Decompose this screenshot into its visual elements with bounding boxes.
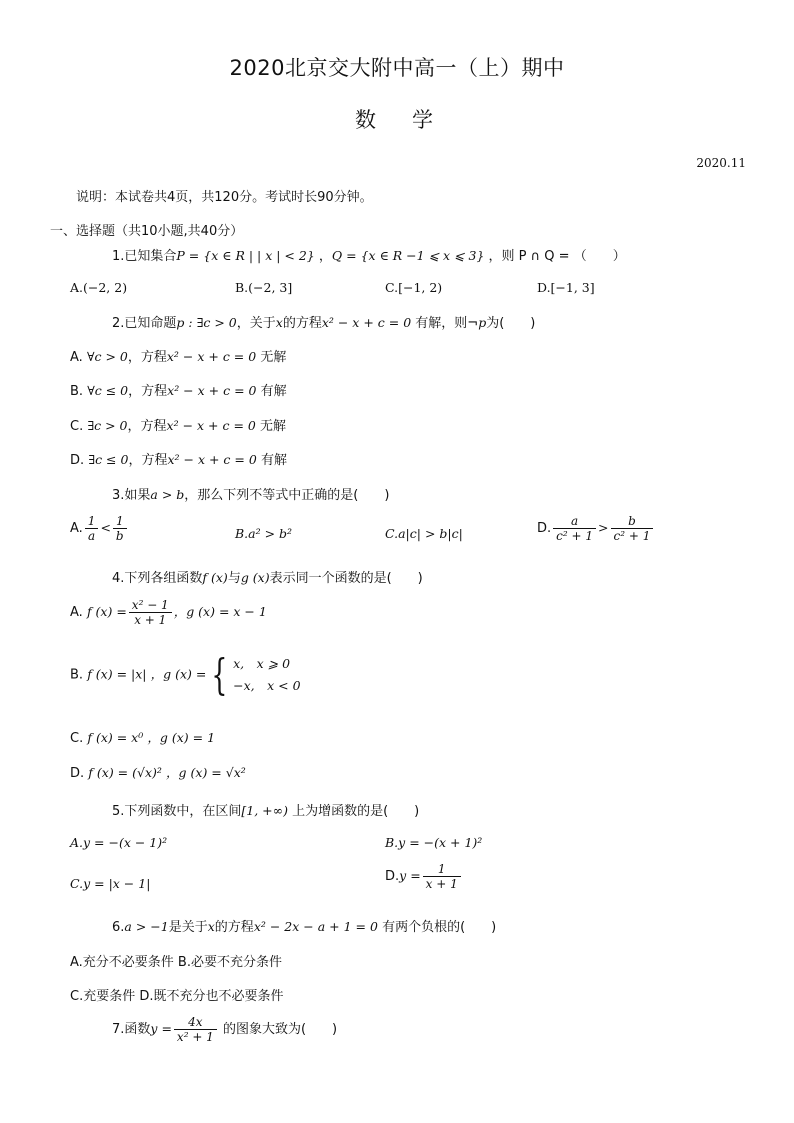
q2-option-c: C. ∃c > 0，方程x² − x + c = 0 无解 (70, 418, 287, 434)
q2-option-a: A. ∀c > 0，方程x² − x + c = 0 无解 (70, 349, 287, 365)
q1-option-d: D.[−1, 3] (537, 280, 595, 295)
q4-option-c: C. f (x) = x⁰ ，g (x) = 1 (70, 730, 216, 746)
exam-date: 2020.11 (696, 156, 746, 170)
question-3-stem: 3.如果a > b，那么下列不等式中正确的是( ) (112, 487, 390, 503)
question-2-stem: 2.已知命题p : ∃c > 0，关于x的方程x² − x + c = 0 有解，则¬p为( ) (112, 315, 536, 331)
q5-option-b: B.y = −(x + 1)² (385, 835, 483, 850)
q4-option-a: A. f (x) = $\frac{\text{x² − 1}}{x + 1}$ ，g (x) = x − 1 (70, 598, 267, 627)
q3-option-c: C.a|c| > b|c| (385, 526, 463, 541)
q1-option-c: C.[−1, 2) (385, 280, 443, 295)
q6-options-line-2: C.充要条件 D.既不充分也不必要条件 (70, 989, 284, 1004)
q2-option-b: B. ∀c ≤ 0，方程x² − x + c = 0 有解 (70, 383, 287, 399)
instructions: 说明：本试卷共4页，共120分。考试时长90分钟。 (76, 190, 373, 205)
q4-option-d: D. f (x) = (√x)² ，g (x) = √x² (70, 765, 246, 781)
question-7-stem: 7.函数y = $\frac{4x}{\text{x² + 1}}$ 的图象大致为( ) (112, 1015, 338, 1044)
q6-options-line-1: A.充分不必要条件 B.必要不充分条件 (70, 955, 282, 970)
question-4-stem: 4.下列各组函数f (x)与g (x)表示同一个函数的是( ) (112, 570, 423, 586)
q1-option-a: A.(−2, 2) (70, 280, 128, 295)
question-1-stem: 1.已知集合P = {x ∈ R | | x | < 2} ，Q = {x ∈ R −1 ⩽ x ⩽ 3} ，则 P ∩ Q = （ ） (112, 248, 626, 264)
q3-option-b: B.a² > b² (235, 526, 293, 541)
q1-option-b: B.(−2, 3] (235, 280, 293, 295)
q5-option-a: A.y = −(x − 1)² (70, 835, 168, 850)
subject-heading: 数学 (355, 108, 469, 132)
q2-option-d: D. ∃c ≤ 0，方程x² − x + c = 0 有解 (70, 452, 287, 468)
q5-option-c: C.y = |x − 1| (70, 876, 151, 891)
q4-option-b: B. f (x) = |x| ，g (x) = { x, x ⩾ 0 −x, x < 0 (70, 650, 301, 699)
q3-option-d: D. $\frac{a}{\text{c² + 1}}$ > $\frac{b}{\text{c² + 1}}$ (537, 514, 655, 543)
page-title: 2020北京交大附中高一（上）期中 (229, 56, 565, 80)
q3-option-a: A. $\frac{1}{a}$ < $\frac{1}{b}$ (70, 514, 129, 543)
section-heading: 一、选择题（共10小题,共40分） (50, 224, 244, 239)
q5-option-d: D.y = $\frac{1}{x + 1}$ (385, 862, 463, 891)
question-6-stem: 6.a > −1是关于x的方程x² − 2x − a + 1 = 0 有两个负根的( ) (112, 919, 497, 935)
question-5-stem: 5.下列函数中，在区间[1, +∞) 上为增函数的是( ) (112, 803, 420, 819)
